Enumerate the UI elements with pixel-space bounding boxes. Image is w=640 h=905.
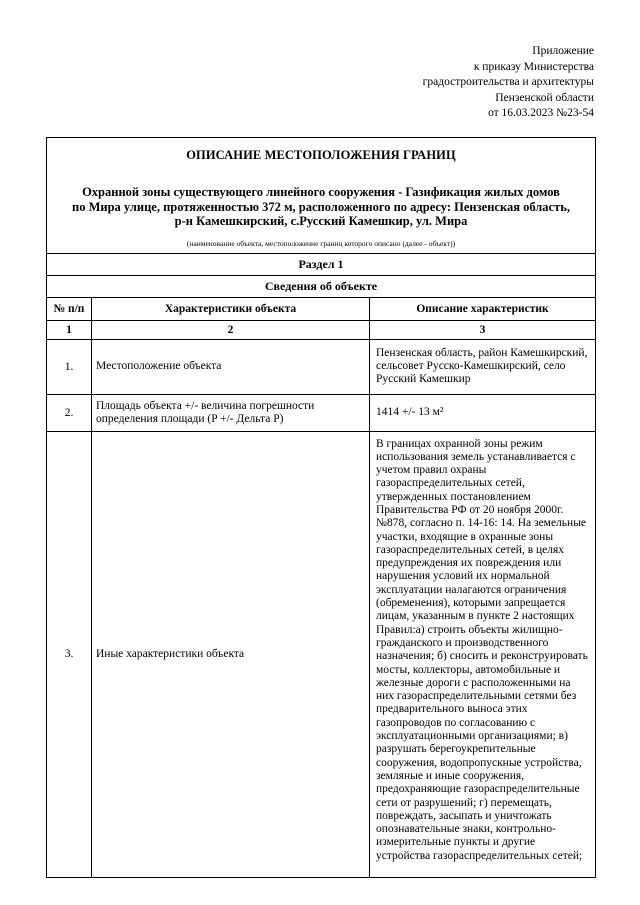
- column-number: 1: [47, 320, 92, 339]
- appendix-line: к приказу Министерства: [473, 60, 594, 73]
- table-row: [47, 431, 596, 877]
- row-number: 3.: [47, 431, 92, 877]
- row-description: В границах охранной зоны режим использования земель устанавливается с учетом правил охраны газораспределительных сетей, утвержденных постановлением Правительства РФ от 20 ноября 2000г. №878, согласно п. 14-16: 14. На земельные участки, входящие в охранные зоны газораспределительных сетей, в целях предупреждения их повреждения или нарушения условий их нормальной эксплуатации налагаются ограничения (обременения), которыми запрещается лицам, указанным в пункте 2 настоящих Правил:а) строить объекты жилищно-гражданского и производственного назначения; б) сносить и реконструировать мосты, коллекторы, автомобильные и железные дороги с расположенными на них газораспределительными сетями без предварительного выноса этих газопроводов по согласованию с эксплуатационными организациями; в) разрушать берегоукрепительные сооружения, водопропускные устройства, земляные и иные сооружения, предохраняющие газораспределительные сети от разрушений; г) перемещать, повреждать, засыпать и уничтожать опознавательные знаки, контрольно-измерительные пункты и другие устройства газораспределительных сетей;: [370, 431, 596, 877]
- boundary-description-table: [46, 137, 596, 878]
- column-header-number: № п/п: [47, 297, 92, 320]
- column-number: 3: [370, 320, 596, 339]
- document-title: ОПИСАНИЕ МЕСТОПОЛОЖЕНИЯ ГРАНИЦ: [186, 148, 456, 162]
- column-header-description: Описание характеристик: [370, 297, 596, 320]
- object-name-line: по Мира улице, протяженностью 372 м, расположенного по адресу: Пензенская область,: [72, 199, 570, 214]
- column-header-characteristic: Характеристики объекта: [92, 297, 370, 320]
- table-row: [47, 394, 596, 431]
- appendix-date-line: от 16.03.2023 №23-54: [488, 107, 594, 119]
- row-characteristic: Иные характеристики объекта: [92, 431, 370, 877]
- object-name: [55, 185, 587, 229]
- section-subtitle: Сведения об объекте: [47, 275, 596, 297]
- section-title: Раздел 1: [47, 253, 596, 275]
- object-name-note: (наименование объекта, местоположение границ которого описано (далее - объект)): [186, 238, 456, 248]
- row-description: Пензенская область, район Камешкирский, сельсовет Русско-Камешкирский, село Русский Камешкир: [370, 339, 596, 394]
- row-characteristic: Площадь объекта +/- величина погрешности определения площади (P +/- Дельта P): [92, 394, 370, 431]
- appendix-block: [423, 44, 594, 122]
- column-number: 2: [92, 320, 370, 339]
- appendix-line: Приложение: [532, 45, 594, 57]
- object-name-line: Охранной зоны существующего линейного сооружения - Газификация жилых домов: [82, 185, 560, 199]
- table-row: [47, 339, 596, 394]
- appendix-line: Пензенской области: [495, 91, 594, 104]
- row-number: 1.: [47, 339, 92, 394]
- row-number: 2.: [47, 394, 92, 431]
- object-name-line: р-н Камешкирский, с.Русский Камешкир, ул. Мира: [174, 214, 468, 228]
- row-characteristic: Местоположение объекта: [92, 339, 370, 394]
- document-header: [47, 138, 596, 254]
- row-description: 1414 +/- 13 м²: [370, 394, 596, 431]
- appendix-line: градостроительства и архитектуры: [422, 76, 594, 88]
